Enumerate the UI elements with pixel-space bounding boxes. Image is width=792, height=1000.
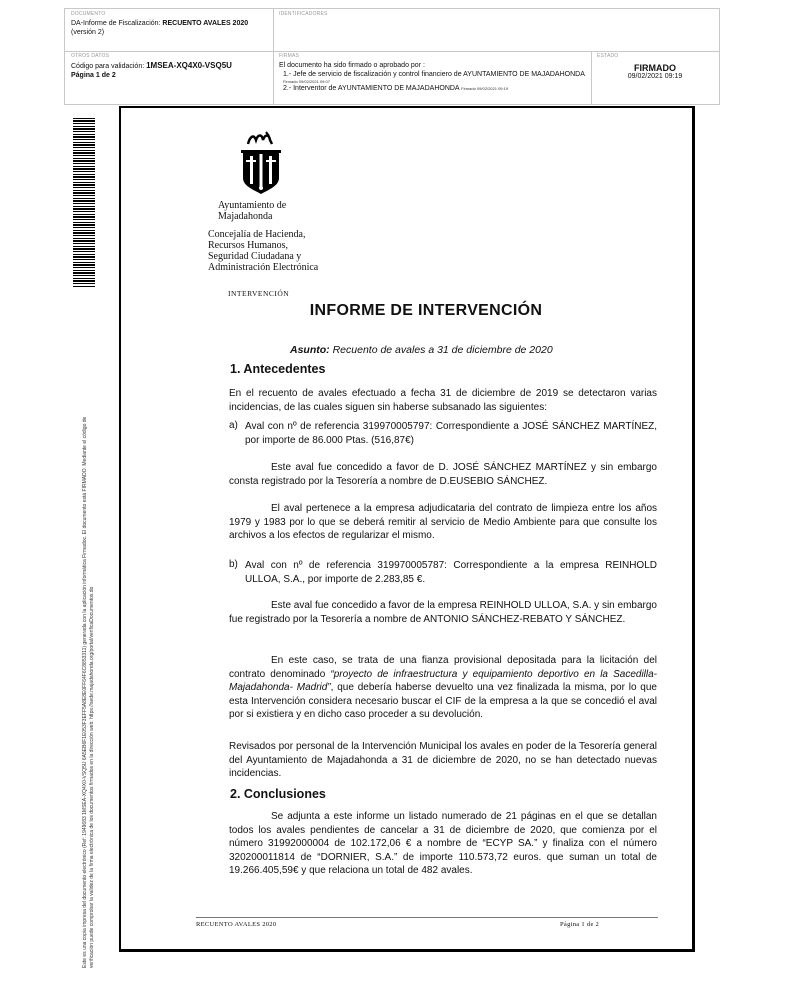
- otros-label: OTROS DATOS: [71, 53, 110, 59]
- intervencion-label: INTERVENCIÓN: [228, 289, 290, 298]
- section-conclusiones-heading: 2. Conclusiones: [230, 787, 326, 801]
- validation-header: [64, 8, 720, 105]
- department-block: [196, 229, 338, 273]
- item-b-label: b): [229, 559, 238, 570]
- dept-line-2: Recursos Humanos,: [208, 240, 288, 251]
- majadahonda-crest-icon: [236, 130, 286, 200]
- firma-1: 1.- Jefe de servicio de fiscalización y control financiero de AYUNTAMIENTO DE MAJADAHONDA: [283, 71, 585, 78]
- identificadores-cell: [273, 9, 719, 51]
- firmas-cell: [273, 51, 591, 104]
- page-title: INFORME DE INTERVENCIÓN: [309, 302, 543, 319]
- documento-label: DOCUMENTO: [71, 11, 106, 17]
- pagina-info: Página 1 de 2: [71, 72, 116, 79]
- identificadores-label: IDENTIFICADORES: [279, 11, 328, 17]
- org-line-2: Majadahonda: [218, 211, 273, 222]
- documento-value: DA-Informe de Fiscalización: RECUENTO AVALES 2020 (versión 2): [71, 20, 249, 36]
- revisados-paragraph: Revisados por personal de la Intervención Municipal los avales en poder de la Tesorería general del Ayuntamiento de Majadahonda a 31 de diciembre de 2020, no se han detectado nuevas incidencias.: [229, 741, 657, 779]
- estado-date: 09/02/2021 09:19: [627, 73, 683, 80]
- item-b-paragraph-1: Este aval fue concedido a favor de la empresa REINHOLD ULLOA, S.A. y sin embargo fue registrado por la Tesorería a nombre de ANTONIO SÁNCHEZ-REBATO Y SÁNCHEZ.: [229, 600, 657, 625]
- item-a-text: Aval con nº de referencia 319970005797: Correspondiente a JOSÉ SÁNCHEZ MARTÍNEZ, por importe de 86.000 Ptas. (516,87€): [245, 421, 657, 446]
- footer-divider: [196, 917, 658, 918]
- verification-text-1: Este es una copia impresa del documento electrónico (Ref: 1949683 1MSEA-XQ4X0-VSQ5U 6A5EB6F1E053F3EFF5A8E8E0FF64F6C8853311) generada con la aplicación informática Firmadoc. El documento está FIRMADO. Mediante el código de: [82, 416, 88, 968]
- footer-page-number: Página 1 de 2: [560, 921, 600, 928]
- conclusion-paragraph: Se adjunta a este informe un listado numerado de 21 páginas en el que se detallan todos los avales pendientes de cancelar a 31 de diciembre de 2020, que comienza por el número 31992000004 de 102.172,06 € a nombre de “ECYP SA.” y finaliza con el número 320200011814 de “DORNIER, S.A.” de importe 110.573,72 euros. que suman un total de 19.266.405,59€ y que relaciona un total de 482 avales.: [229, 811, 657, 876]
- asunto-line: Asunto: Recuento de avales a 31 de diciembre de 2020: [290, 344, 553, 356]
- firmas-label: FIRMAS: [279, 53, 300, 59]
- footer-doc-name: RECUENTO AVALES 2020: [196, 921, 277, 928]
- verification-text-2: verificación puede comprobar la validez de la firma electrónica de los documentos firmados en la dirección web: https://sede.majadahonda.org/portal/verificaDocumentos.do: [89, 586, 95, 968]
- item-b-paragraph-2: En este caso, se trata de una fianza provisional depositada para la licitación del contrato denominado “proyecto de infraestructura y equipamiento deportivo en la Sacedilla- Majadahonda- Madrid”, que debería haberse devuelto una vez finalizada la misma, por lo que esta Intervención considera necesario buscar el CIF de la empresa a la que se concedió el aval por si existiera y en dicho caso proceder a su devolución.: [229, 655, 658, 720]
- otros-datos-cell: [65, 51, 273, 104]
- barcode: [73, 118, 95, 288]
- estado-value: FIRMADO: [634, 63, 676, 73]
- item-a-paragraph-1: Este aval fue concedido a favor de D. JOSÉ SÁNCHEZ MARTÍNEZ y sin embargo consta registrado por la Tesorería a nombre de D.EUSEBIO SÁNCHEZ.: [229, 462, 657, 487]
- item-a-label: a): [229, 420, 238, 431]
- org-line-1: Ayuntamiento de: [218, 200, 287, 211]
- dept-line-1: Concejalía de Hacienda,: [208, 229, 306, 240]
- estado-label: ESTADO: [597, 53, 619, 59]
- section-antecedentes-heading: 1. Antecedentes: [230, 362, 326, 376]
- intro-paragraph: En el recuento de avales efectuado a fecha 31 de diciembre de 2019 se detectaron varias incidencias, de las cuales siguen sin haberse subsanado las siguientes:: [229, 388, 657, 413]
- codigo-validacion: Código para validación: 1MSEA-XQ4X0-VSQ5U: [71, 61, 232, 70]
- firma-2: 2.- Interventor de AYUNTAMIENTO DE MAJADAHONDA Firmado 09/02/2021 09:19: [283, 85, 509, 92]
- dept-line-3: Seguridad Ciudadana y: [208, 251, 302, 262]
- firma-1-date: Firmado 09/02/2021 09:07: [283, 79, 330, 84]
- item-b-text: Aval con nº de referencia 319970005787: Correspondiente a la empresa REINHOLD ULLOA, S.A., por importe de 2.283,85 €.: [245, 560, 657, 585]
- documento-cell: [65, 9, 273, 51]
- estado-cell: [591, 51, 719, 104]
- org-name: [196, 200, 326, 222]
- dept-line-4: Administración Electrónica: [208, 262, 319, 273]
- firmas-intro: El documento ha sido firmado o aprobado por :: [279, 62, 425, 69]
- item-a-paragraph-2: El aval pertenece a la empresa adjudicataria del contrato de limpieza entre los años 1979 y 1983 por lo que se deberá remitir al servicio de Medio Ambiente para que consulte los archivos a los efectos de regularizar el mismo.: [229, 503, 657, 541]
